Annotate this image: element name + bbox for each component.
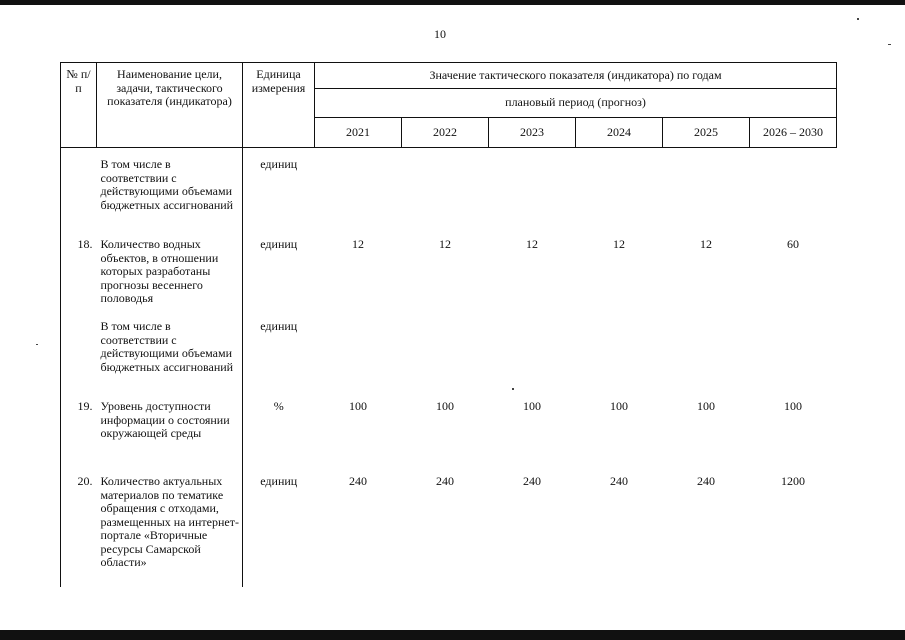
row-value: 100 (436, 399, 454, 413)
row-value (576, 311, 663, 390)
row-value (402, 311, 489, 390)
row-unit: единиц (260, 319, 298, 333)
scan-bottom-edge (0, 630, 905, 640)
row-value (663, 148, 750, 229)
row-value: 1200 (781, 474, 806, 488)
row-unit: % (273, 399, 284, 413)
header-period: плановый период (прогноз) (315, 89, 837, 118)
row-number: 18. (61, 228, 97, 311)
row-value: 12 (352, 237, 364, 251)
header-year: 2024 (576, 118, 663, 148)
row-value: 240 (436, 474, 454, 488)
row-value (315, 148, 402, 229)
row-name: Количество водных объектов, в отношении которых разработаны прогнозы весеннего половодья (97, 228, 243, 311)
table-header (61, 63, 837, 148)
row-unit: единиц (260, 237, 298, 251)
table-row (61, 311, 837, 390)
header-year: 2022 (402, 118, 489, 148)
row-number: 20. (61, 463, 97, 587)
row-number (61, 311, 97, 390)
row-unit: единиц (260, 474, 298, 488)
row-value: 100 (349, 399, 367, 413)
page-number: 10 (434, 27, 446, 41)
row-value (402, 148, 489, 229)
row-value: 12 (613, 237, 625, 251)
row-value: 100 (697, 399, 715, 413)
header-year: 2023 (489, 118, 576, 148)
row-value (750, 311, 837, 390)
scan-speck (857, 18, 859, 20)
row-value: 100 (610, 399, 628, 413)
row-value (489, 148, 576, 229)
row-value: 12 (700, 237, 712, 251)
row-value: 100 (523, 399, 541, 413)
row-value: 100 (784, 399, 803, 413)
scan-speck (36, 344, 38, 345)
row-name: Количество актуальных материалов по тематике обращения с отходами, размещенных на интернет-портале «Вторичные ресурсы Самарской области» (97, 463, 243, 587)
row-value: 12 (439, 237, 451, 251)
table-row (61, 148, 837, 229)
row-value: 240 (349, 474, 367, 488)
row-value: 12 (526, 237, 538, 251)
header-num: № п/п (61, 63, 97, 148)
row-value: 240 (610, 474, 628, 488)
row-value (315, 311, 402, 390)
row-unit: единиц (260, 157, 298, 171)
table-row (61, 463, 837, 587)
header-name: Наименование цели, задачи, тактического показателя (индикатора) (97, 63, 243, 148)
header-unit: Единица измерения (243, 63, 315, 148)
row-name: В том числе в соответствии с действующими объемами бюджетных ассигнований (97, 148, 243, 229)
row-name: Уровень доступности информации о состоянии окружающей среды (97, 390, 243, 463)
row-value: 60 (787, 237, 800, 251)
indicators-table (60, 62, 837, 587)
row-value (576, 148, 663, 229)
row-name: В том числе в соответствии с действующими объемами бюджетных ассигнований (97, 311, 243, 390)
table-row (61, 228, 837, 311)
row-value: 240 (523, 474, 541, 488)
header-values-title: Значение тактического показателя (индикатора) по годам (315, 63, 837, 89)
row-number: 19. (61, 390, 97, 463)
row-number (61, 148, 97, 229)
header-year: 2021 (315, 118, 402, 148)
table-row (61, 390, 837, 463)
header-year: 2025 (663, 118, 750, 148)
header-year: 2026 – 2030 (750, 118, 837, 148)
scan-speck (888, 44, 891, 45)
scan-top-edge (0, 0, 905, 5)
row-value (663, 311, 750, 390)
row-value (750, 148, 837, 229)
row-value (489, 311, 576, 390)
row-value: 240 (697, 474, 715, 488)
